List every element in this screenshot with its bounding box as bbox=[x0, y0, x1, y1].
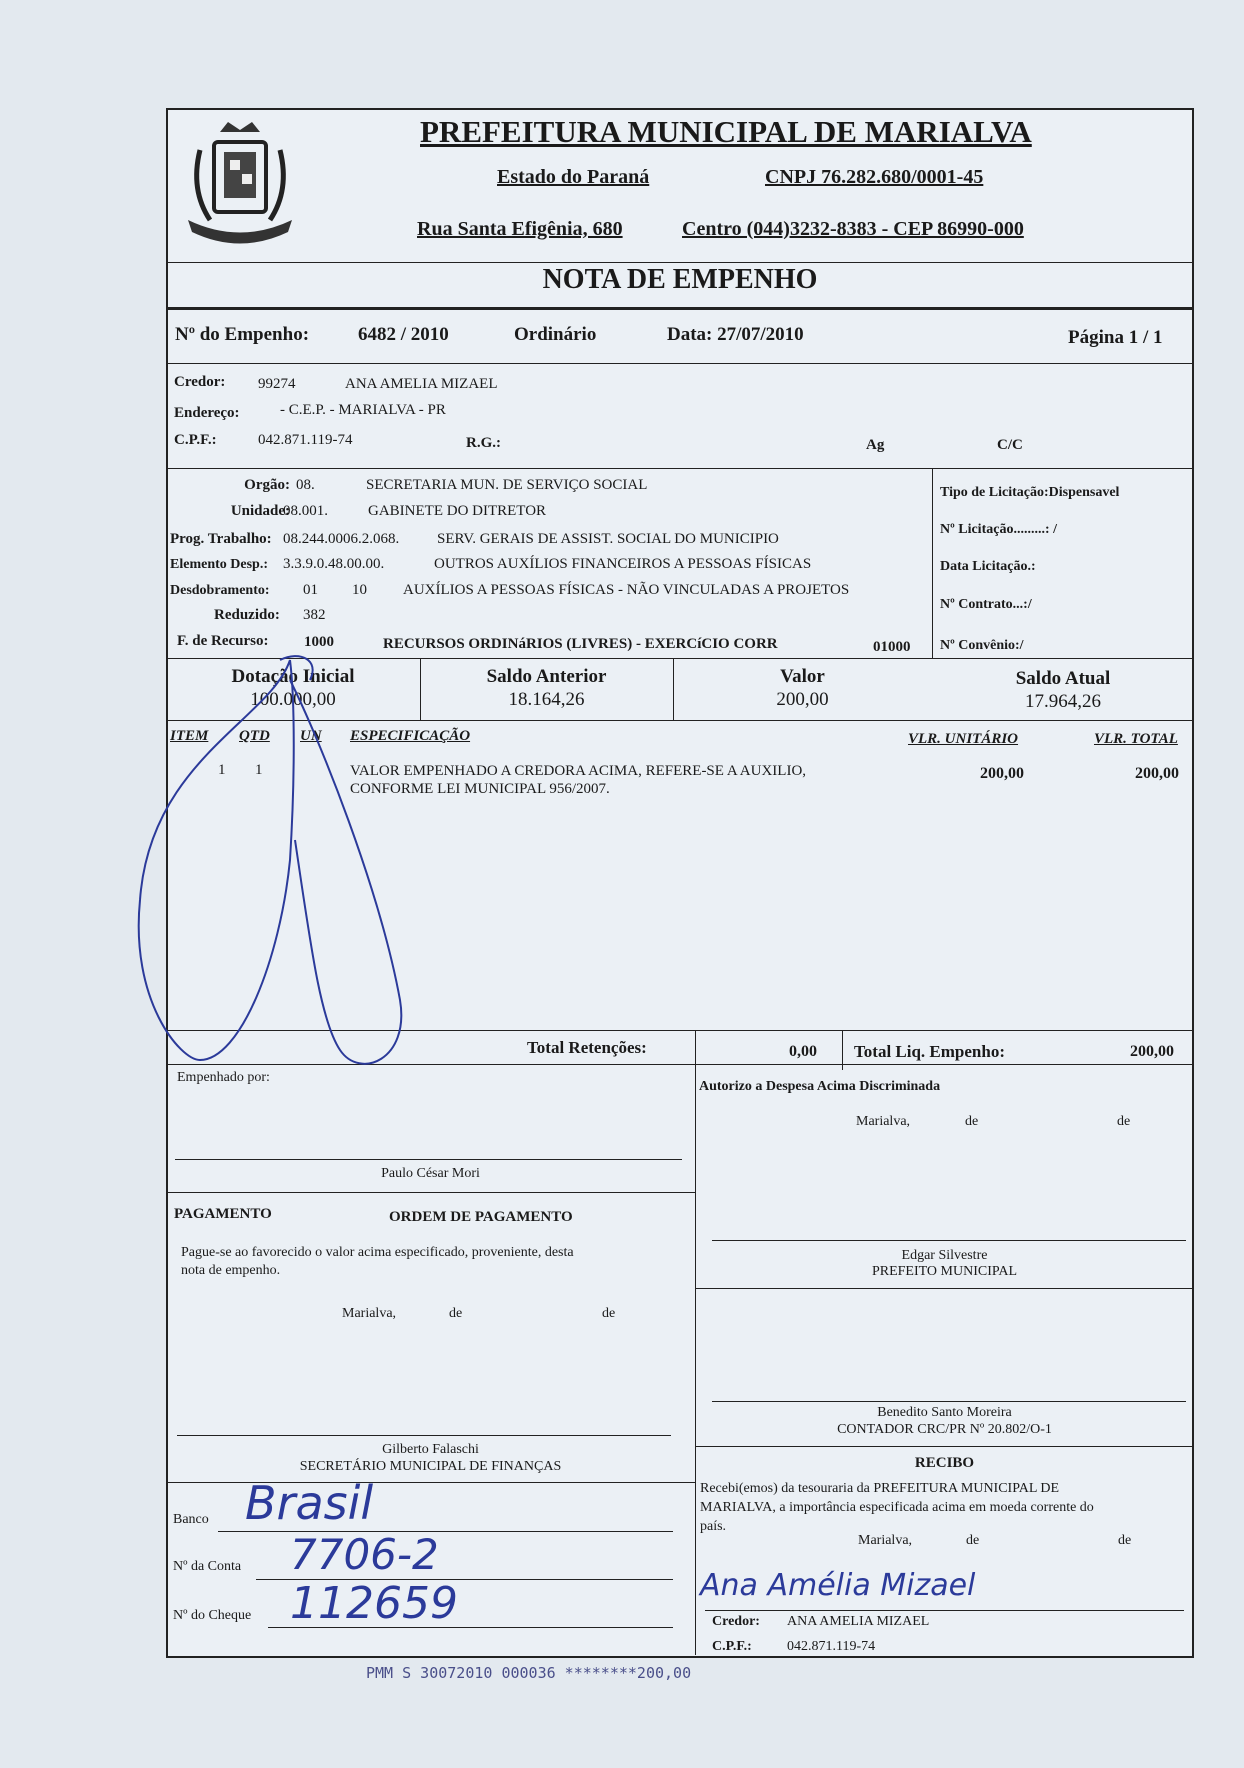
total-liq-value: 200,00 bbox=[1130, 1043, 1174, 1060]
col-qtd: QTD bbox=[239, 728, 270, 744]
credor-cpf: 042.871.119-74 bbox=[258, 432, 353, 448]
pen-scribble-icon bbox=[120, 640, 440, 1160]
desdobramento-a: 01 bbox=[303, 582, 318, 598]
divider bbox=[166, 262, 1194, 263]
contador-role: CONTADOR CRC/PR Nº 20.802/O-1 bbox=[837, 1422, 1052, 1437]
cpf-label: C.P.F.: bbox=[174, 432, 217, 448]
autorizo-label: Autorizo a Despesa Acima Discriminada bbox=[699, 1079, 941, 1094]
item-number: 1 bbox=[218, 762, 226, 778]
dotacao-value: 100.000,00 bbox=[250, 689, 336, 710]
pagamento-de2: de bbox=[602, 1306, 616, 1321]
recibo-de1: de bbox=[966, 1533, 980, 1548]
data-licitacao: Data Licitação.: bbox=[940, 559, 1036, 574]
recibo-cpf-label: C.P.F.: bbox=[712, 1639, 752, 1654]
col-un: UN bbox=[300, 728, 322, 744]
pagamento-label: PAGAMENTO bbox=[174, 1206, 272, 1222]
ordem-pagamento-label: ORDEM DE PAGAMENTO bbox=[389, 1209, 573, 1225]
banco-handwritten: Brasil bbox=[245, 1476, 374, 1530]
recibo-de2: de bbox=[1118, 1533, 1132, 1548]
col-especificacao: ESPECIFICAÇÃO bbox=[350, 728, 471, 744]
col-item: ITEM bbox=[170, 728, 209, 744]
divider bbox=[695, 1446, 1194, 1447]
empenho-date: Data: 27/07/2010 bbox=[667, 324, 804, 345]
valor-label: Valor bbox=[780, 666, 825, 687]
fonte-label: F. de Recurso: bbox=[177, 633, 269, 649]
recibo-title: RECIBO bbox=[914, 1455, 975, 1471]
address-field-label: Endereço: bbox=[174, 405, 240, 421]
recibo-text-line2: MARIALVA, a importância especificada acima em moeda corrente do bbox=[700, 1500, 1094, 1515]
divider bbox=[166, 307, 1194, 310]
credor-address: - C.E.P. - MARIALVA - PR bbox=[280, 402, 446, 418]
orgao-label: Orgão: bbox=[244, 477, 290, 493]
unidade-code: 08.001. bbox=[283, 503, 328, 519]
col-vlr-unitario: VLR. UNITÁRIO bbox=[908, 731, 1019, 747]
valor-value: 200,00 bbox=[776, 689, 829, 710]
item-qtd: 1 bbox=[255, 762, 263, 778]
total-liq-label: Total Liq. Empenho: bbox=[854, 1042, 1005, 1061]
empenhado-label: Empenhado por: bbox=[177, 1070, 270, 1085]
recibo-place: Marialva, bbox=[858, 1533, 913, 1548]
col-vlr-total: VLR. TOTAL bbox=[1094, 731, 1178, 747]
doc-title: NOTA DE EMPENHO bbox=[542, 264, 818, 295]
pagamento-text-line2: nota de empenho. bbox=[181, 1263, 281, 1278]
prog-name: SERV. GERAIS DE ASSIST. SOCIAL DO MUNICIPIO bbox=[437, 531, 779, 547]
orgao-code: 08. bbox=[296, 477, 315, 493]
recibo-credor-name: ANA AMELIA MIZAEL bbox=[787, 1614, 930, 1629]
prefeito-role: PREFEITO MUNICIPAL bbox=[871, 1264, 1018, 1279]
recibo-text-line1: Recebi(emos) da tesouraria da PREFEITURA MUNICIPAL DE bbox=[700, 1481, 1060, 1496]
elemento-name: OUTROS AUXÍLIOS FINANCEIROS A PESSOAS FÍSICAS bbox=[434, 556, 812, 572]
orgao-name: SECRETARIA MUN. DE SERVIÇO SOCIAL bbox=[366, 477, 648, 493]
saldo-atual-label: Saldo Atual bbox=[1015, 668, 1111, 689]
municipal-crest-icon bbox=[170, 120, 310, 260]
pagamento-text-line1: Pague-se ao favorecido o valor acima especificado, proveniente, desta bbox=[181, 1245, 574, 1260]
secretario-role: SECRETÁRIO MUNICIPAL DE FINANÇAS bbox=[299, 1459, 562, 1474]
numero-convenio: Nº Convênio:/ bbox=[940, 638, 1024, 653]
prog-code: 08.244.0006.2.068. bbox=[283, 531, 400, 547]
signature-line bbox=[712, 1240, 1186, 1241]
signature-line bbox=[712, 1401, 1186, 1402]
address-label: Rua Santa Efigênia, 680 bbox=[417, 218, 623, 240]
credor-code: 99274 bbox=[258, 376, 296, 392]
recibo-text-line3: país. bbox=[700, 1519, 727, 1534]
reduzido-label: Reduzido: bbox=[214, 607, 280, 623]
item-desc-line2: CONFORME LEI MUNICIPAL 956/2007. bbox=[350, 781, 610, 797]
secretario-name: Gilberto Falaschi bbox=[382, 1442, 479, 1457]
state-label: Estado do Paraná bbox=[497, 166, 650, 188]
conta-handwritten: 7706-2 bbox=[290, 1530, 439, 1579]
autorizo-place: Marialva, bbox=[856, 1114, 911, 1129]
signature-line bbox=[177, 1435, 671, 1436]
divider bbox=[166, 468, 1194, 469]
contador-name: Benedito Santo Moreira bbox=[877, 1405, 1012, 1420]
cnpj-label: CNPJ 76.282.680/0001-45 bbox=[765, 166, 984, 188]
divider bbox=[695, 1030, 696, 1655]
pagamento-place: Marialva, bbox=[342, 1306, 397, 1321]
divider bbox=[166, 363, 1194, 364]
conta-label: Nº da Conta bbox=[173, 1559, 242, 1574]
divider bbox=[932, 468, 933, 658]
empenho-label: Nº do Empenho: bbox=[175, 324, 310, 345]
rg-label: R.G.: bbox=[466, 435, 501, 451]
recibo-cpf-value: 042.871.119-74 bbox=[787, 1639, 876, 1654]
payment-stamp: PMM S 30072010 000036 ********200,00 bbox=[366, 1664, 692, 1682]
contact-label: Centro (044)3232-8383 - CEP 86990-000 bbox=[682, 218, 1024, 240]
credor-label: Credor: bbox=[174, 374, 226, 390]
banco-label: Banco bbox=[173, 1512, 209, 1527]
saldo-atual-value: 17.964,26 bbox=[1025, 691, 1101, 712]
reduzido-value: 382 bbox=[303, 607, 326, 623]
prefeito-name: Edgar Silvestre bbox=[901, 1248, 988, 1263]
saldo-anterior-value: 18.164,26 bbox=[508, 689, 585, 710]
desdobramento-label: Desdobramento: bbox=[170, 583, 270, 598]
credor-signature: Ana Amélia Mizael bbox=[700, 1568, 976, 1603]
prefeitura-title: PREFEITURA MUNICIPAL DE MARIALVA bbox=[420, 114, 1032, 149]
fonte-code: 1000 bbox=[304, 634, 334, 650]
fonte-name: RECURSOS ORDINáRIOS (LIVRES) - EXERCíCIO CORR bbox=[383, 636, 778, 652]
elemento-code: 3.3.9.0.48.00.00. bbox=[283, 556, 385, 572]
banco-line bbox=[218, 1531, 673, 1532]
elemento-label: Elemento Desp.: bbox=[170, 557, 268, 572]
item-total-value: 200,00 bbox=[1135, 765, 1179, 782]
pagamento-de1: de bbox=[449, 1306, 463, 1321]
numero-licitacao: Nº Licitação.........: / bbox=[940, 522, 1057, 537]
desdobramento-b: 10 bbox=[352, 582, 367, 598]
empenhado-name: Paulo César Mori bbox=[381, 1166, 480, 1181]
unidade-name: GABINETE DO DITRETOR bbox=[368, 503, 547, 519]
cheque-label: Nº do Cheque bbox=[173, 1608, 252, 1623]
divider bbox=[166, 1192, 695, 1193]
autorizo-de2: de bbox=[1117, 1114, 1131, 1129]
fonte-code2: 01000 bbox=[873, 639, 911, 655]
numero-contrato: Nº Contrato...:/ bbox=[940, 597, 1032, 612]
unidade-label: Unidade: bbox=[230, 503, 290, 519]
item-desc-line1: VALOR EMPENHADO A CREDORA ACIMA, REFERE-SE A AUXILIO, bbox=[350, 763, 807, 779]
empenho-type: Ordinário bbox=[514, 324, 597, 345]
credor-name: ANA AMELIA MIZAEL bbox=[345, 376, 498, 392]
total-retencoes-label: Total Retenções: bbox=[527, 1038, 647, 1057]
empenho-number: 6482 / 2010 bbox=[358, 324, 449, 345]
cc-label: C/C bbox=[997, 437, 1023, 453]
divider bbox=[695, 1288, 1194, 1289]
item-unit-value: 200,00 bbox=[980, 765, 1024, 782]
autorizo-de1: de bbox=[965, 1114, 979, 1129]
saldo-anterior-label: Saldo Anterior bbox=[486, 666, 607, 687]
page-number: Página 1 / 1 bbox=[1068, 327, 1163, 348]
ag-label: Ag bbox=[866, 437, 885, 453]
signature-line bbox=[705, 1610, 1184, 1611]
cheque-handwritten: 112659 bbox=[290, 1578, 458, 1629]
total-retencoes-value: 0,00 bbox=[789, 1043, 817, 1060]
dotacao-label: Dotação Inicial bbox=[231, 666, 355, 687]
tipo-licitacao: Tipo de Licitação:Dispensavel bbox=[940, 485, 1120, 500]
recibo-credor-label: Credor: bbox=[712, 1614, 760, 1629]
desdobramento-name: AUXÍLIOS A PESSOAS FÍSICAS - NÃO VINCULADAS A PROJETOS bbox=[403, 582, 850, 598]
prog-label: Prog. Trabalho: bbox=[170, 531, 272, 547]
